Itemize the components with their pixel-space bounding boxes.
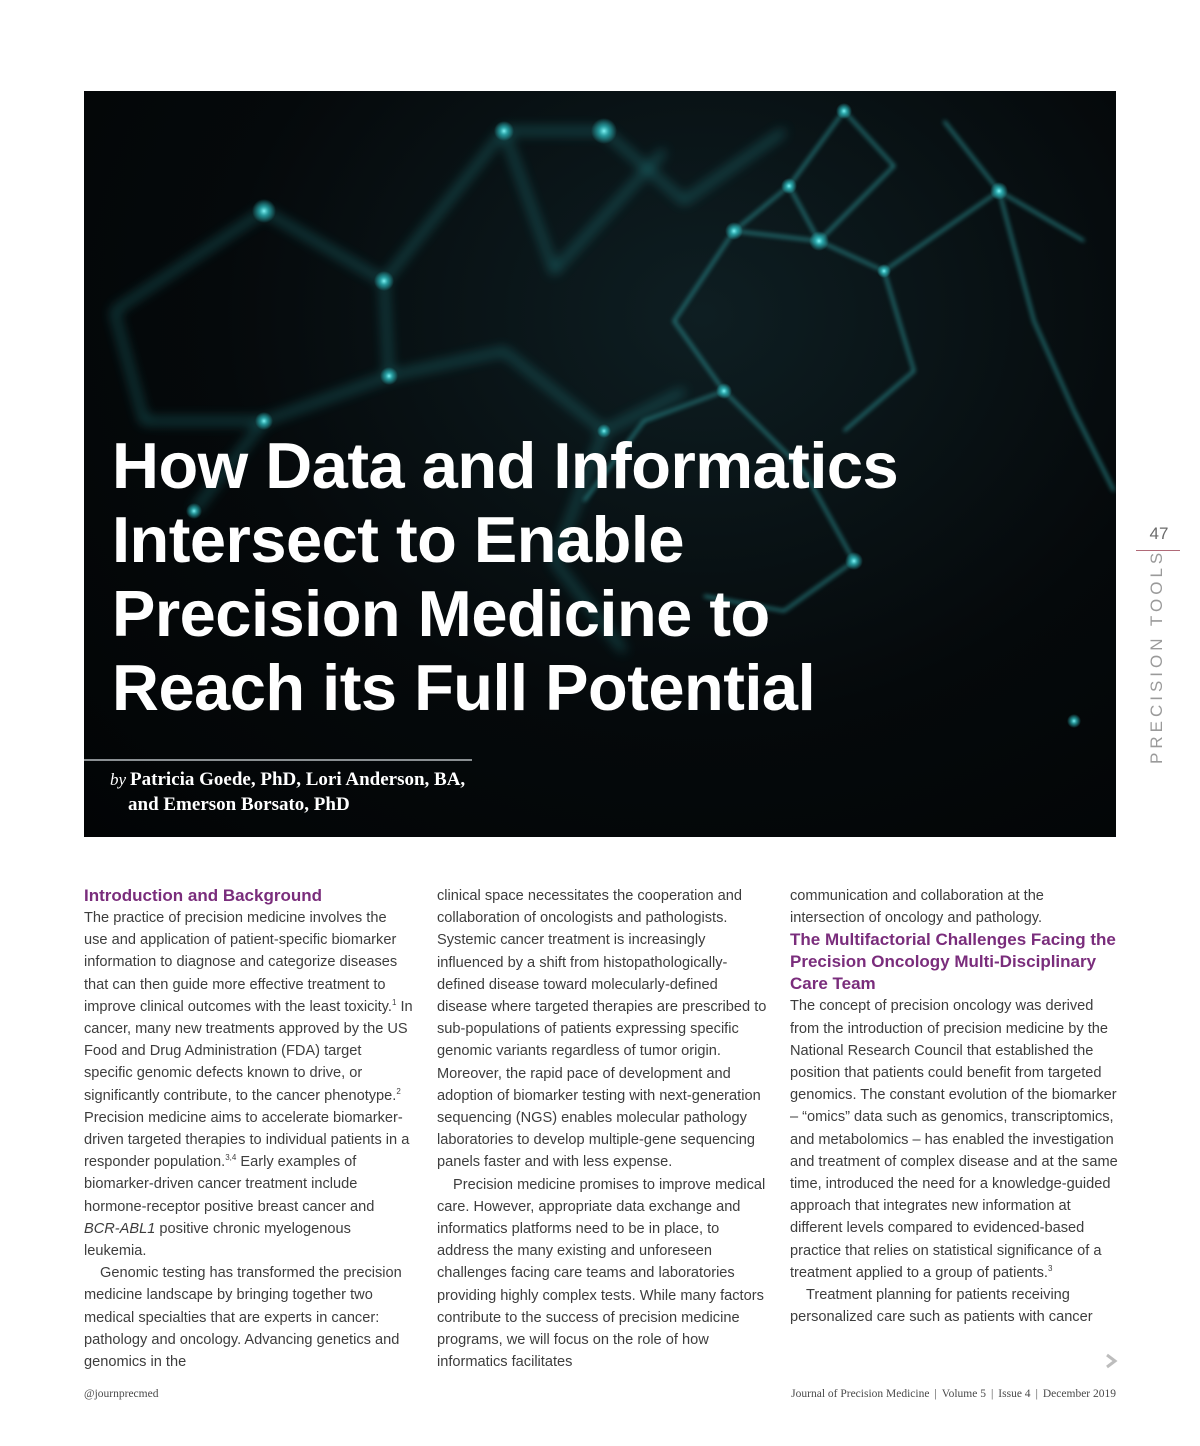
social-handle: @journprecmed [84,1388,159,1400]
title-line: Intersect to Enable [112,503,685,576]
section-heading-challenges: The Multifactorial Challenges Facing the Precision Oncology Multi-Disciplinary Care Team [790,930,1116,994]
byline-divider [84,759,472,761]
article-title [112,429,1072,725]
citation-superscript: 3,4 [225,1153,237,1163]
hero-image [84,91,1116,837]
body-paragraph: Treatment planning for patients receiving personalized care such as patients with cancer [790,1287,1093,1326]
gene-name-italic: BCR-ABL1 [84,1220,156,1237]
journal-volume: Volume 5 [941,1388,986,1400]
continue-arrow-icon [1104,1353,1118,1369]
section-label: PRECISION TOOLS [1147,548,1166,764]
page-number: 47 [1149,524,1169,543]
journal-issue: Issue 4 [998,1388,1031,1400]
text-run: The concept of precision oncology was derived from the introduction of precision medicine by the National Research Council that established the position that patients could benefit from targeted genomics. The constant evolution of the biomarker – “omics” data such as genomics, transcriptomics, and metabolomics – has enabled the investigation and treatment of complex disease and at the same time, introduced the need for a knowledge-guided approach that integrates new information at different levels compared to evidenced-based practice that relies on statistical significance of a treatment applied to a group of patients. [790,998,1118,1281]
text-run: Early examples of biomarker-driven cancer treatment include hormone-receptor positive breast cancer and [84,1154,375,1215]
byline-authors-line1: Patricia Goede, PhD, Lori Anderson, BA, [130,769,466,790]
body-paragraph: clinical space necessitates the cooperation and collaboration of oncologists and pathologists. Systemic cancer treatment is increasingly influenced by a shift from histopathologically-defined disease toward molecularly-defined disease where targeted therapies are prescribed to sub-populations of patients expressing specific genomic variants regardless of tumor origin. Moreover, the rapid pace of development and adoption of biomarker testing with next-generation sequencing (NGS) enables molecular pathology laboratories to develop multiple-gene sequencing panels faster and with less expense. [437,888,767,1171]
author-byline [110,767,510,817]
text-run: Precision medicine aims to accelerate biomarker-driven targeted therapies to individual patients in a responder population. [84,1109,410,1171]
title-line: Reach its Full Potential [112,651,816,724]
title-line: Precision Medicine to [112,577,770,650]
text-run: The practice of precision medicine involves the use and application of patient-specific biomarker information to diagnose and categorize diseases that can then guide more effective treatment to improve clinical outcomes with the least toxicity. [84,910,398,1015]
journal-name: Journal of Precision Medicine [791,1388,930,1400]
byline-authors-line2: and Emerson Borsato, PhD [128,794,350,815]
citation-superscript: 1 [391,997,397,1007]
text-run: positive chronic myelogenous leukemia. [84,1220,351,1260]
text-run: In cancer, many new treatments approved by the US Food and Drug Administration (FDA) target specific genomic defects known to drive, or significantly contribute, to the cancer phenotype. [84,998,413,1104]
body-paragraph: Genomic testing has transformed the precision medicine landscape by bringing together two medical specialties that are experts in cancer: pathology and oncology. Advancing genetics and genomics in the [84,1265,402,1371]
journal-date: December 2019 [1042,1388,1116,1400]
journal-footer: Journal of Precision Medicine | Volume 5 | Issue 4 | December 2019 [791,1388,1116,1400]
body-paragraph [790,995,1120,1284]
citation-superscript: 3 [1048,1263,1053,1273]
body-paragraph: Precision medicine promises to improve medical care. However, appropriate data exchange and informatics platforms need to be in place, to address the many existing and unforeseen challenges facing care teams and laboratories providing highly complex tests. While many factors contribute to the success of precision medicine programs, we will focus on the role of how informatics facilitates [437,1176,766,1371]
body-paragraph [84,907,414,1262]
article-column-3 [790,885,1120,1328]
section-heading-introduction: Introduction and Background [84,886,322,905]
article-column-2 [437,885,767,1373]
article-column-1 [84,885,414,1373]
title-line: How Data and Informatics [112,429,899,502]
citation-superscript: 2 [396,1086,401,1096]
body-paragraph: communication and collaboration at the intersection of oncology and pathology. [790,888,1044,927]
byline-prefix: by [110,770,127,789]
